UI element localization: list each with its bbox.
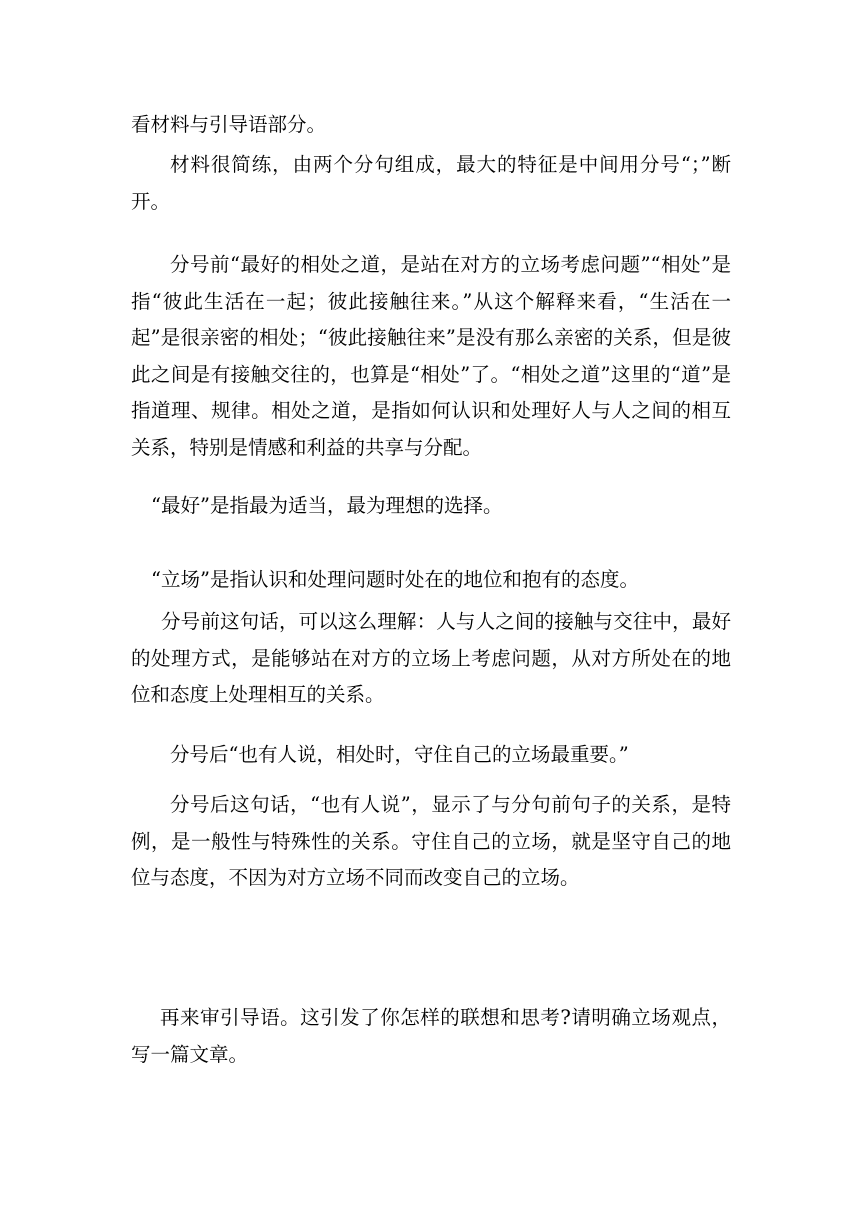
paragraph-before-semicolon: 分号前“最好的相处之道，是站在对方的立场考虑问题”“相处”是指“彼此生活在一起；彼此接触往来。”从这个解释来看，“生活在一起”是很亲密的相处；“彼此接触往来”是没有那么亲密的关系，但是彼此之间是有接触交往的，也算是“相处”了。“相处之道”这里的“道”是指道理、规律。相处之道，是指如何认识和处理好人与人之间的相互关系，特别是情感和利益的共享与分配。 [131, 253, 731, 459]
paragraph-material-structure: 材料很简练，由两个分句组成，最大的特征是中间用分号“；”断开。 [131, 153, 731, 213]
paragraph-best-definition: “最好”是指最为适当，最为理想的选择。 [151, 494, 503, 517]
paragraph-stance-definition: “立场”是指认识和处理问题时处在的地位和抱有的态度。 [151, 568, 639, 591]
paragraph-prompt-review: 再来审引导语。这引发了你怎样的联想和思考?请明确立场观点，写一篇文章。 [131, 1006, 731, 1066]
paragraph-after-semicolon-meaning: 分号后这句话，“也有人说”，显示了与分句前句子的关系，是特例，是一般性与特殊性的关系。守住自己的立场，就是坚守自己的地位与态度，不因为对方立场不同而改变自己的立场。 [131, 793, 731, 889]
paragraph-intro: 看材料与引导语部分。 [131, 113, 327, 136]
paragraph-before-semicolon-meaning: 分号前这句话，可以这么理解：人与人之间的接触与交往中，最好的处理方式，是能够站在对方的立场上考虑问题，从对方所处在的地位和态度上处理相互的关系。 [131, 610, 731, 706]
paragraph-after-semicolon: 分号后“也有人说，相处时，守住自己的立场最重要。” [170, 743, 629, 766]
